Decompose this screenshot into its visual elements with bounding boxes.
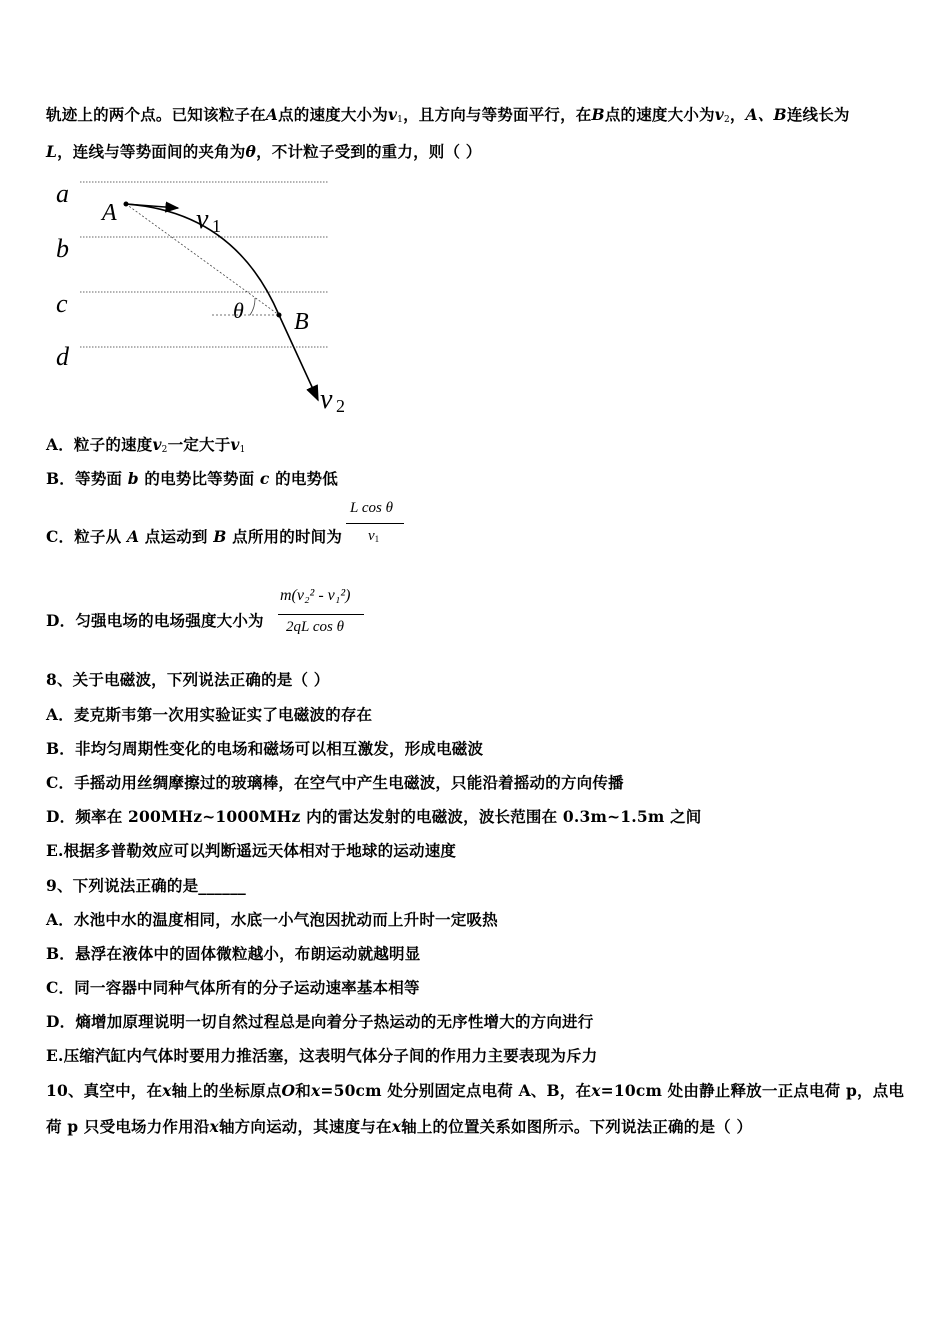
- var: A: [126, 527, 140, 546]
- var: v: [368, 528, 375, 544]
- text: 点运动到: [144, 527, 208, 546]
- var-B: B: [591, 105, 605, 124]
- q9-option-E: E.压缩汽缸内气体时要用力推活塞，这表明气体分子间的作用力主要表现为斥力: [46, 1046, 598, 1065]
- var-v1: v: [387, 105, 398, 124]
- text: 点所用的时间为: [232, 527, 343, 546]
- var: v: [152, 435, 162, 454]
- q7-option-C: [46, 525, 342, 547]
- text: C．粒子从: [46, 527, 122, 546]
- equipotential-figure: [50, 172, 350, 412]
- var-AB: A、B: [745, 105, 787, 124]
- text: =10cm 处由静止释放一正点电荷 p，点电: [600, 1081, 905, 1100]
- option-C-fraction-bar: [346, 523, 404, 524]
- label-b: b: [56, 234, 69, 263]
- var: x: [310, 1081, 321, 1100]
- subscript: 2: [723, 115, 730, 125]
- q10-stem-line-1: [46, 1079, 904, 1101]
- text: 10、真空中，在: [46, 1081, 163, 1100]
- q10-stem-line-2: [46, 1115, 752, 1137]
- label-d: d: [56, 342, 69, 371]
- text: =50cm 处分别固定点电荷 A、B，在: [320, 1081, 592, 1100]
- q8-option-E: E.根据多普勒效应可以判断遥远天体相对于地球的运动速度: [46, 841, 457, 860]
- var-theta: θ: [245, 142, 257, 161]
- text: 轴方向运动，其速度与在: [218, 1117, 392, 1136]
- var: x: [391, 1117, 402, 1136]
- q8-option-D: D．频率在 200MHz~1000MHz 内的雷达发射的电磁波，波长范围在 0.3m~1.5m 之间: [46, 807, 702, 826]
- label-v2-sub: 2: [336, 396, 345, 412]
- var: b: [127, 469, 139, 488]
- option-D-numerator: m(v₂² - v₁²): [280, 587, 351, 604]
- text: 和: [295, 1081, 311, 1100]
- var: B: [213, 527, 227, 546]
- text: 轨迹上的两个点。已知该粒子在: [46, 105, 266, 124]
- var: c: [259, 469, 270, 488]
- text: 点的速度大小为: [604, 105, 715, 124]
- text: 的电势低: [275, 469, 338, 488]
- text: 连线长为: [786, 105, 850, 124]
- var-L: L: [46, 142, 58, 161]
- text: ，连线与等势面间的夹角为: [57, 142, 246, 161]
- q9-option-D: D．熵增加原理说明一切自然过程总是向着分子热运动的无序性增大的方向进行: [46, 1012, 594, 1031]
- var: x: [162, 1081, 172, 1100]
- theta-arc: [250, 298, 255, 315]
- text: ，: [729, 105, 746, 124]
- option-D-denominator: 2qL cos θ: [286, 619, 344, 635]
- text: A．粒子的速度: [46, 435, 153, 454]
- q8-option-C: C．手摇动用丝绸摩擦过的玻璃棒，在空气中产生电磁波，只能沿着摇动的方向传播: [46, 773, 624, 792]
- option-C-denominator: [368, 528, 379, 545]
- trajectory-curve: [126, 204, 318, 400]
- text: ，且方向与等势面平行，在: [403, 105, 592, 124]
- label-B: B: [294, 309, 309, 335]
- text: 一定大于: [167, 435, 231, 454]
- q7-stem-line-1: [46, 103, 850, 125]
- label-v2: v: [320, 384, 333, 412]
- q8-stem: 8、关于电磁波，下列说法正确的是（ ）: [46, 670, 330, 689]
- q8-option-B: B．非均匀周期性变化的电场和磁场可以相互激发，形成电磁波: [46, 739, 484, 758]
- label-theta: θ: [233, 298, 244, 323]
- label-c: c: [56, 289, 68, 318]
- option-C-numerator: L cos θ: [350, 500, 393, 516]
- label-v1-sub: 1: [212, 216, 221, 236]
- q7-option-A: [46, 433, 246, 455]
- q7-stem-line-2: [46, 140, 481, 162]
- text: 荷 p 只受电场力作用沿: [46, 1117, 210, 1136]
- q9-option-B: B．悬浮在液体中的固体微粒越小，布朗运动就越明显: [46, 944, 421, 963]
- text: D．匀强电场的电场强度大小为: [46, 611, 264, 630]
- var: x: [591, 1081, 601, 1100]
- var-A: A: [265, 105, 279, 124]
- text: ，不计粒子受到的重力，则（ ）: [256, 142, 482, 161]
- text: 轴上的坐标原点: [171, 1081, 282, 1100]
- subscript: 1: [397, 115, 404, 125]
- subscript: 2: [161, 445, 168, 455]
- label-A: A: [102, 200, 117, 226]
- label-v1: v: [196, 204, 209, 235]
- point-B: [277, 313, 282, 318]
- q9-stem: 9、下列说法正确的是______: [46, 876, 246, 895]
- var: O: [281, 1081, 296, 1100]
- text: 点的速度大小为: [278, 105, 388, 124]
- q7-option-B: [46, 467, 338, 489]
- q9-option-A: A．水池中水的温度相同，水底一小气泡因扰动而上升时一定吸热: [46, 910, 498, 929]
- text: 轴上的位置关系如图所示。下列说法正确的是（ ）: [401, 1117, 753, 1136]
- text: 的电势比等势面: [144, 469, 255, 488]
- subscript: 1: [374, 534, 380, 544]
- text: B．等势面: [46, 469, 123, 488]
- var-v2: v: [714, 105, 724, 124]
- var: v: [230, 435, 240, 454]
- q7-option-D: [46, 609, 264, 631]
- var: x: [209, 1117, 219, 1136]
- q8-option-A: A．麦克斯韦第一次用实验证实了电磁波的存在: [46, 705, 373, 724]
- point-A: [124, 202, 129, 207]
- option-D-fraction-bar: [278, 614, 364, 615]
- q9-option-C: C．同一容器中同种气体所有的分子运动速率基本相等: [46, 978, 420, 997]
- subscript: 1: [239, 445, 246, 455]
- label-a: a: [56, 179, 69, 208]
